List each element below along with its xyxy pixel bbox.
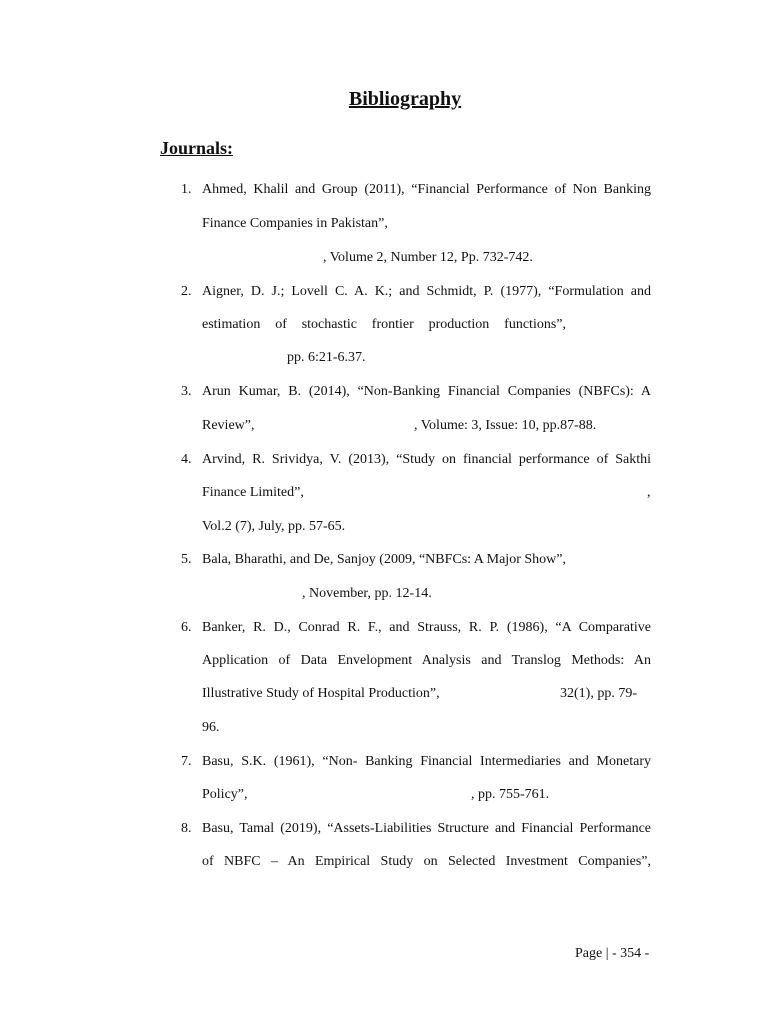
reference-line: , Volume: 3, Issue: 10, pp.87-88.: [414, 418, 597, 433]
reference-line: Bala, Bharathi, and De, Sanjoy (2009, “NBFCs: A Major Show”,: [202, 552, 566, 567]
reference-number: 5.: [181, 552, 192, 567]
reference-number: 4.: [181, 452, 192, 467]
reference-line: Policy”,: [202, 787, 248, 802]
reference-number: 1.: [181, 182, 192, 197]
reference-number: 2.: [181, 284, 192, 299]
reference-line: 32(1), pp. 79-: [560, 686, 637, 701]
reference-line: Arvind, R. Srividya, V. (2013), “Study on financial performance of Sakthi: [202, 452, 651, 467]
reference-number: 6.: [181, 620, 192, 635]
reference-line: of NBFC – An Empirical Study on Selected Investment Companies”,: [202, 854, 651, 869]
section-heading-journals: Journals:: [160, 138, 234, 158]
reference-line: estimation of stochastic frontier production functions”,: [202, 317, 566, 332]
reference-line: Basu, S.K. (1961), “Non- Banking Financial Intermediaries and Monetary: [202, 754, 651, 769]
reference-number: 7.: [181, 754, 192, 769]
page-title: Bibliography: [348, 88, 462, 110]
reference-line: Banker, R. D., Conrad R. F., and Strauss, R. P. (1986), “A Comparative: [202, 620, 651, 635]
reference-line: Finance Limited”,: [202, 485, 304, 500]
reference-line: Arun Kumar, B. (2014), “Non-Banking Financial Companies (NBFCs): A: [202, 384, 651, 399]
reference-line: Review”,: [202, 418, 255, 433]
reference-line: ,: [647, 485, 651, 500]
reference-line: Application of Data Envelopment Analysis and Translog Methods: An: [202, 653, 651, 668]
reference-number: 8.: [181, 821, 192, 836]
reference-line: , November, pp. 12-14.: [302, 586, 432, 601]
reference-line: 96.: [202, 720, 220, 735]
reference-number: 3.: [181, 384, 192, 399]
reference-line: Vol.2 (7), July, pp. 57-65.: [202, 519, 346, 534]
reference-line: pp. 6:21-6.37.: [287, 350, 366, 365]
reference-line: Finance Companies in Pakistan”,: [202, 216, 388, 231]
reference-line: Ahmed, Khalil and Group (2011), “Financial Performance of Non Banking: [202, 182, 651, 197]
reference-line: Basu, Tamal (2019), “Assets-Liabilities Structure and Financial Performance: [202, 821, 651, 836]
reference-line: , pp. 755-761.: [471, 787, 550, 802]
reference-line: , Volume 2, Number 12, Pp. 732-742.: [323, 250, 533, 265]
page-number: Page | - 354 -: [575, 946, 650, 961]
reference-line: Aigner, D. J.; Lovell C. A. K.; and Schmidt, P. (1977), “Formulation and: [202, 284, 651, 299]
reference-line: Illustrative Study of Hospital Production”,: [202, 686, 440, 701]
